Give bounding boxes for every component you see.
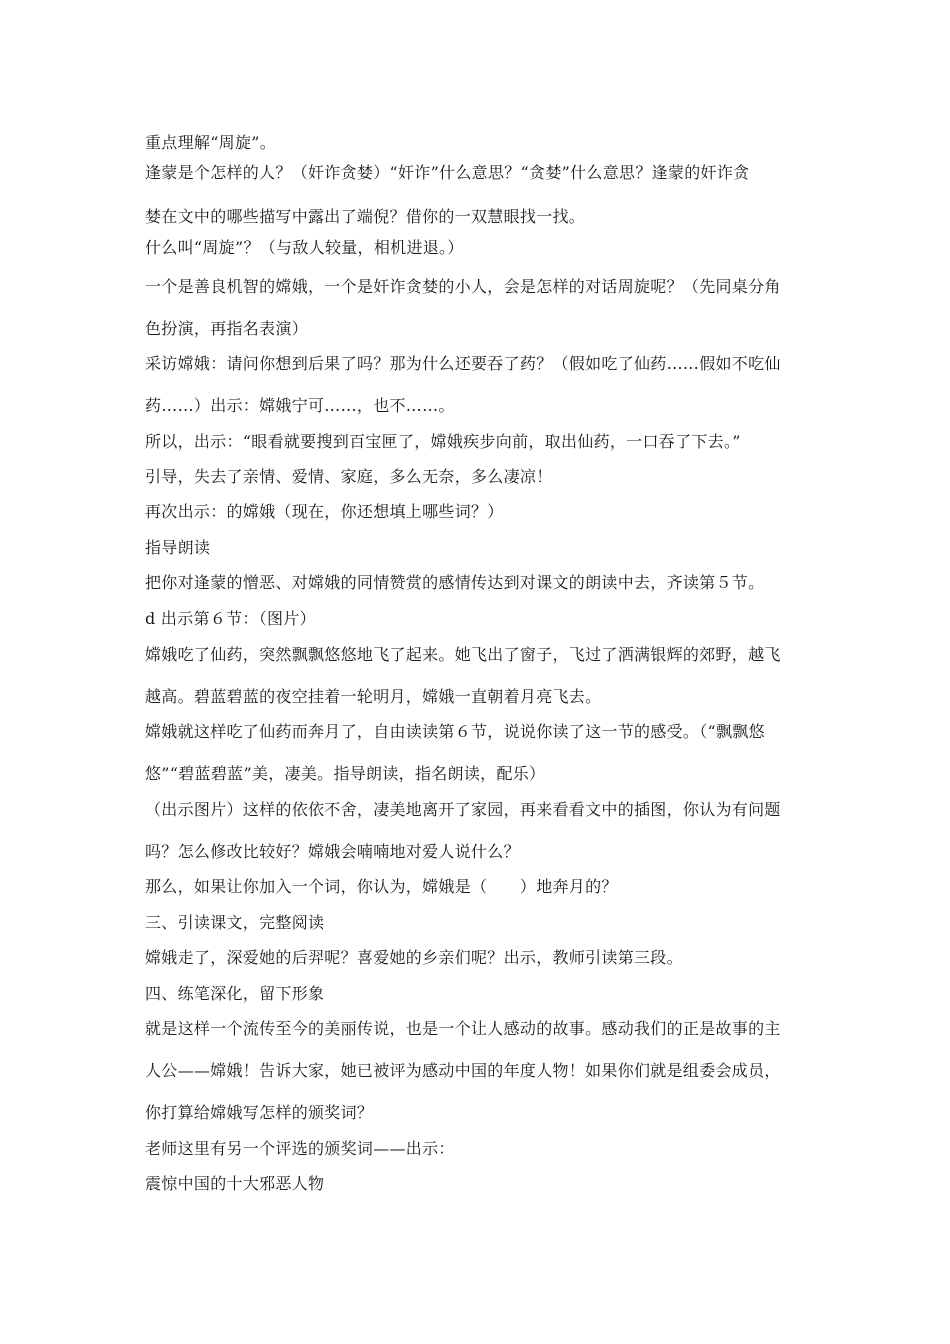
- text-line: 嫦娥吃了仙药，突然飘飘悠悠地飞了起来。她飞出了窗子，飞过了洒满银辉的郊野，越飞: [145, 645, 781, 664]
- section-heading: 三、引读课文，完整阅读: [145, 913, 325, 932]
- text-line: 嫦娥走了，深爱她的后羿呢？喜爱她的乡亲们呢？出示，教师引读第三段。: [145, 948, 683, 967]
- text-line: 震惊中国的十大邪恶人物: [145, 1174, 325, 1193]
- text-line: 逢蒙是个怎样的人？（奸诈贪婪）“奸诈”什么意思？“贪婪”什么意思？逢蒙的奸诈贪: [145, 163, 750, 182]
- text-line: （出示图片）这样的依依不舍，凄美地离开了家园，再来看看文中的插图，你认为有问题: [145, 800, 781, 819]
- text-line: 你打算给嫦娥写怎样的颁奖词？: [145, 1103, 374, 1122]
- text-line: 那么，如果让你加入一个词，你认为，嫦娥是（ ）地奔月的？: [145, 877, 618, 896]
- section-heading: 四、练笔深化，留下形象: [145, 984, 325, 1003]
- text-line: 重点理解“周旋”。: [145, 133, 277, 152]
- text-line: 婪在文中的哪些描写中露出了端倪？借你的一双慧眼找一找。: [145, 207, 586, 226]
- text-line: d 出示第６节：（图片）: [145, 609, 316, 628]
- text-line: 再次出示：的嫦娥（现在，你还想填上哪些词？）: [145, 502, 504, 521]
- text-line: 一个是善良机智的嫦娥，一个是奸诈贪婪的小人，会是怎样的对话周旋呢？（先同桌分角: [145, 277, 781, 296]
- text-line: 引导，失去了亲情、爱情、家庭，多么无奈，多么凄凉！: [145, 467, 553, 486]
- text-line: 所以，出示：“眼看就要搜到百宝匣了，嫦娥疾步向前，取出仙药，一口吞了下去。”: [145, 432, 741, 451]
- text-line: 人公——嫦娥！告诉大家，她已被评为感动中国的年度人物！如果你们就是组委会成员，: [145, 1061, 781, 1080]
- text-line: 老师这里有另一个评选的颁奖词——出示：: [145, 1139, 455, 1158]
- text-line: 悠”“碧蓝碧蓝”美，凄美。指导朗读，指名朗读，配乐）: [145, 764, 546, 783]
- text-line: 嫦娥就这样吃了仙药而奔月了，自由读读第６节，说说你读了这一节的感受。（“飘飘悠: [145, 722, 765, 741]
- text-line: 药……）出示：嫦娥宁可……，也不……。: [145, 396, 455, 415]
- text-line: 色扮演，再指名表演）: [145, 319, 309, 338]
- text-line: 把你对逢蒙的憎恶、对嫦娥的同情赞赏的感情传达到对课文的朗读中去，齐读第５节。: [145, 573, 765, 592]
- text-line: 吗？怎么修改比较好？嫦娥会喃喃地对爱人说什么？: [145, 842, 520, 861]
- text-line: 就是这样一个流传至今的美丽传说，也是一个让人感动的故事。感动我们的正是故事的主: [145, 1019, 781, 1038]
- text-line: 什么叫“周旋”？（与敌人较量，相机进退。）: [145, 238, 464, 257]
- text-line: 越高。碧蓝碧蓝的夜空挂着一轮明月，嫦娥一直朝着月亮飞去。: [145, 687, 602, 706]
- text-line: 采访嫦娥：请问你想到后果了吗？那为什么还要吞了药？（假如吃了仙药……假如不吃仙: [145, 354, 781, 373]
- text-line: 指导朗读: [145, 538, 211, 557]
